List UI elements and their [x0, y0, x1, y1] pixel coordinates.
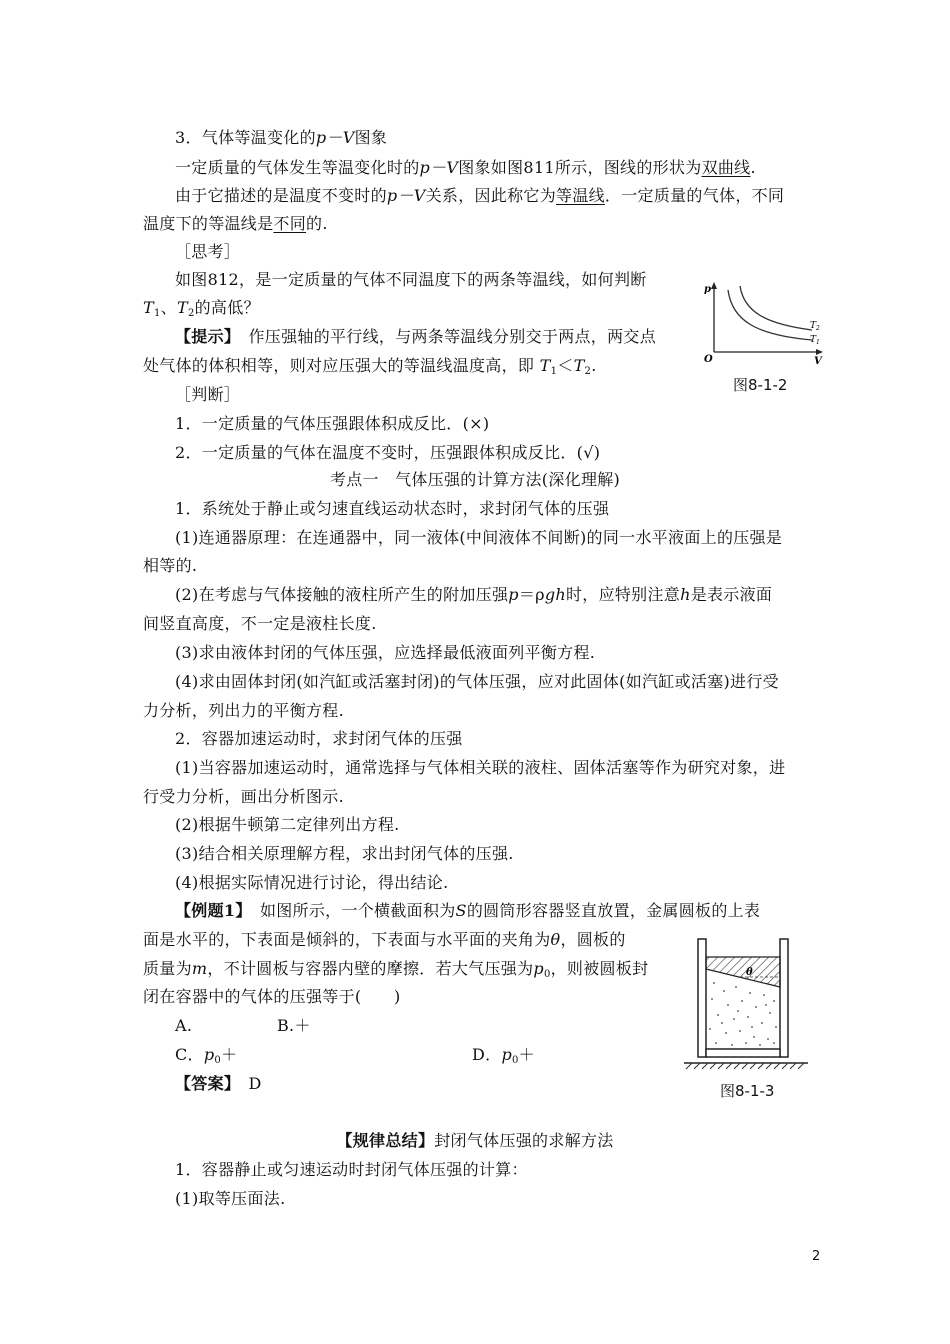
- paragraph-line: 相等的.: [143, 556, 198, 575]
- paragraph-line: 行受力分析，画出分析图示.: [143, 787, 344, 806]
- paragraph-line: 一定质量的气体发生等温变化时的p－V图象如图811所示，图线的形状为双曲线.: [175, 158, 756, 177]
- paragraph-line: 力分析，列出力的平衡方程.: [143, 701, 344, 720]
- option-d: D．$p_0+$: [472, 1045, 535, 1066]
- origin-label: O: [704, 354, 713, 365]
- isotherm-t2: [740, 286, 812, 330]
- paragraph-line: 由于它描述的是温度不变时的p－V关系，因此称它为等温线．一定质量的气体，不同: [175, 186, 785, 205]
- judge-item-1: 1．一定质量的气体压强跟体积成反比．(×): [175, 414, 490, 433]
- example-line: 面是水平的，下表面是倾斜的，下表面与水平面的夹角为θ，圆板的: [143, 930, 626, 949]
- angle-theta-label: θ: [746, 967, 753, 978]
- curve-t2-label: $T_2$: [810, 321, 820, 332]
- paragraph-line: (1)取等压面法.: [175, 1189, 286, 1208]
- option-a: A.: [175, 1016, 193, 1035]
- think-heading: ［思考］: [175, 242, 241, 261]
- metal-plate: [706, 957, 780, 987]
- paragraph-line: (2)在考虑与气体接触的液柱所产生的附加压强p＝ρgh时，应特别注意h是表示液面: [175, 585, 773, 604]
- page-number: 2: [812, 1249, 821, 1264]
- paragraph-line: 2．容器加速运动时，求封闭气体的压强: [175, 729, 463, 748]
- section-3-title: 3．气体等温变化的p－V图象: [175, 128, 388, 147]
- container-right-wall: [780, 939, 788, 1057]
- cylinder-diagram: [680, 935, 815, 1075]
- paragraph-line: (4)根据实际情况进行讨论，得出结论.: [175, 873, 449, 892]
- paragraph-line: 温度下的等温线是不同的.: [143, 214, 328, 233]
- judge-heading: ［判断］: [175, 385, 241, 404]
- option-b: B.＋: [277, 1016, 311, 1035]
- think-question: 如图812，是一定质量的气体不同温度下的两条等温线，如何判断: [175, 270, 647, 289]
- curve-t1-label: $T_1$: [810, 335, 820, 346]
- judge-item-2: 2．一定质量的气体在温度不变时，压强跟体积成反比．(√): [175, 443, 601, 462]
- answer-line: 【答案】 D: [175, 1074, 262, 1093]
- example-line: 闭在容器中的气体的压强等于( ): [143, 987, 401, 1006]
- figure-caption-8-1-3: 图8-1-3: [720, 1082, 775, 1100]
- hint-line2: 处气体的体积相等，则对应压强大的等温线温度高，即 $T_1<T_2$.: [143, 356, 597, 377]
- paragraph-line: (1)当容器加速运动时，通常选择与气体相关联的液柱、固体活塞等作为研究对象，进: [175, 758, 786, 777]
- paragraph-line: 间竖直高度，不一定是液柱长度.: [143, 614, 377, 633]
- example-line: 质量为m，不计圆板与容器内壁的摩擦．若大气压强为$p_0$，则被圆板封: [143, 959, 649, 980]
- paragraph-line: (3)求由液体封闭的气体压强，应选择最低液面列平衡方程.: [175, 643, 596, 662]
- topic-heading: 考点一 气体压强的计算方法(深化理解): [329, 470, 621, 489]
- example-line: 【例题1】 如图所示，一个横截面积为S的圆筒形容器竖直放置，金属圆板的上表: [175, 901, 761, 920]
- container-bottom: [706, 1049, 780, 1057]
- axis-p-label: p: [704, 284, 711, 295]
- axis-v-label: V: [814, 356, 822, 367]
- paragraph-line: 1．容器静止或匀速运动时封闭气体压强的计算：: [175, 1160, 528, 1179]
- isotherm-t1: [728, 290, 812, 340]
- paragraph-line: (3)结合相关原理解方程，求出封闭气体的压强.: [175, 844, 514, 863]
- isotherm-graph: [700, 280, 830, 375]
- figure-caption-8-1-2: 图8-1-2: [733, 376, 788, 394]
- container-left-wall: [698, 939, 706, 1057]
- paragraph-line: 1．系统处于静止或匀速直线运动状态时，求封闭气体的压强: [175, 499, 610, 518]
- rule-heading: 【规律总结】封闭气体压强的求解方法: [336, 1131, 614, 1150]
- think-question-line2: $T_1$、$T_2$的高低？: [143, 298, 260, 319]
- hint-line: 【提示】 作压强轴的平行线，与两条等温线分别交于两点，两交点: [175, 327, 657, 346]
- paragraph-line: (4)求由固体封闭(如汽缸或活塞封闭)的气体压强，应对此固体(如汽缸或活塞)进行受: [175, 672, 779, 691]
- paragraph-line: (2)根据牛顿第二定律列出方程.: [175, 815, 400, 834]
- option-c: C．$p_0+$: [175, 1045, 238, 1066]
- paragraph-line: (1)连通器原理：在连通器中，同一液体(中间液体不间断)的同一水平液面上的压强是: [175, 528, 783, 547]
